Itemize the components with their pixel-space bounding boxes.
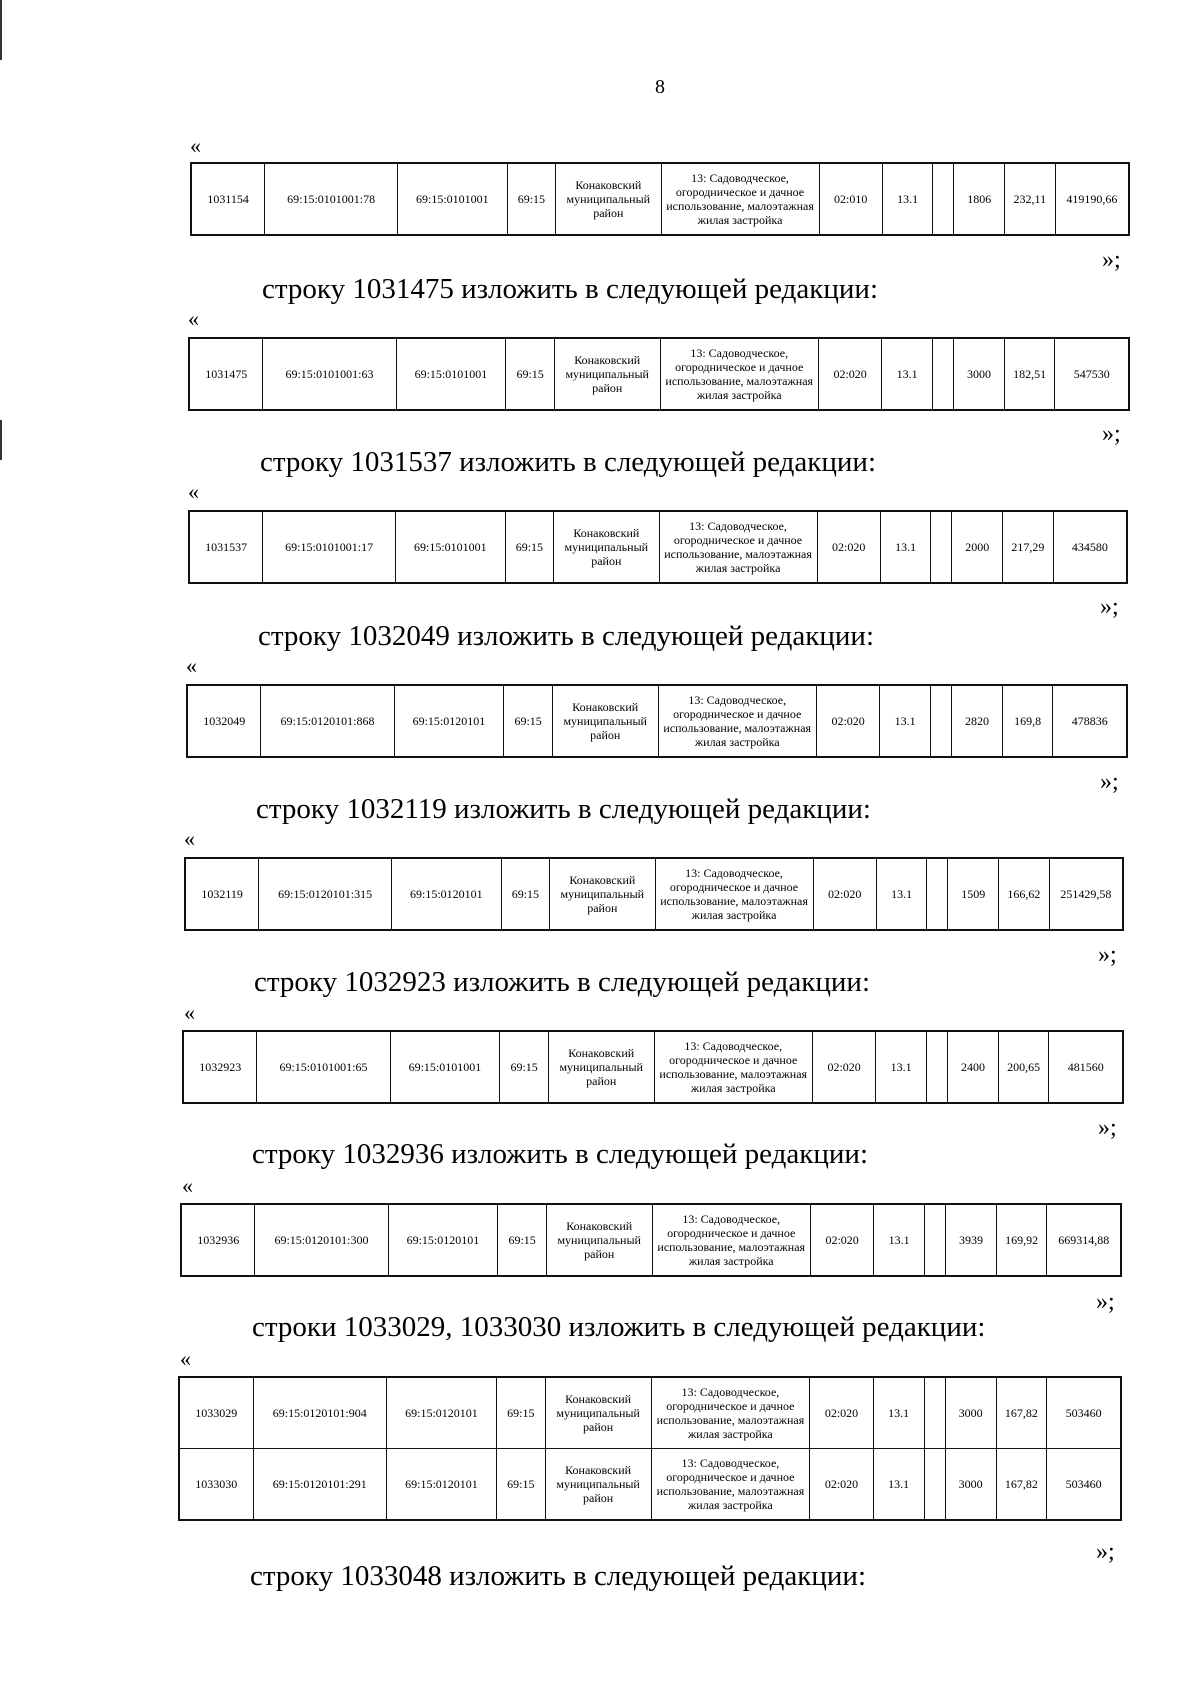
area-cell: 3000 <box>945 1377 996 1449</box>
district-code-cell: 69:15 <box>504 685 553 757</box>
amendment-instruction: строку 1033048 изложить в следующей редакции: <box>250 1560 866 1592</box>
group-cell: 13.1 <box>882 338 933 410</box>
cadastral-block-cell: 69:15:0101001 <box>396 338 506 410</box>
closing-quote: »; <box>1096 1289 1115 1315</box>
cadastral-number-cell: 69:15:0120101:904 <box>253 1377 386 1449</box>
use-code-cell: 02:020 <box>812 1031 875 1103</box>
row-number-cell: 1031537 <box>189 511 263 583</box>
empty-cell <box>924 1449 945 1521</box>
district-code-cell: 69:15 <box>501 858 549 930</box>
district-code-cell: 69:15 <box>505 511 553 583</box>
table-row <box>183 1031 1123 1103</box>
cadastral-block-cell: 69:15:0120101 <box>394 685 504 757</box>
closing-quote: »; <box>1102 421 1121 447</box>
empty-cell <box>927 858 948 930</box>
row-number-cell: 1033029 <box>179 1377 253 1449</box>
table-row <box>181 1204 1121 1276</box>
cadastral-block-cell: 69:15:0101001 <box>398 163 508 235</box>
district-code-cell: 69:15 <box>506 338 555 410</box>
row-number-cell: 1031475 <box>189 338 263 410</box>
area-cell: 1509 <box>948 858 999 930</box>
municipality-cell: Конаковский муниципальный район <box>554 338 660 410</box>
cadastral-value-cell: 251429,58 <box>1049 858 1123 930</box>
amendment-table <box>188 510 1128 584</box>
land-use-cell: 13: Садоводческое, огородническое и дачное использование, малоэтажная жилая застройка <box>651 1449 810 1521</box>
group-cell: 13.1 <box>880 685 931 757</box>
municipality-cell: Конаковский муниципальный район <box>552 685 658 757</box>
scan-edge-line <box>0 420 2 460</box>
use-code-cell: 02:020 <box>818 338 881 410</box>
land-use-cell: 13: Садоводческое, огородническое и дачное использование, малоэтажная жилая застройка <box>655 858 813 930</box>
amendment-table <box>186 684 1128 758</box>
municipality-cell: Конаковский муниципальный район <box>556 163 661 235</box>
cadastral-number-cell: 69:15:0101001:65 <box>257 1031 390 1103</box>
district-code-cell: 69:15 <box>507 163 555 235</box>
specific-value-cell: 169,92 <box>996 1204 1047 1276</box>
closing-quote: »; <box>1102 247 1121 273</box>
opening-quote: « <box>188 306 199 331</box>
amendment-table <box>184 857 1124 931</box>
row-number-cell: 1031154 <box>191 163 265 235</box>
cadastral-block-cell: 69:15:0101001 <box>390 1031 500 1103</box>
cadastral-value-cell: 481560 <box>1049 1031 1123 1103</box>
cadastral-block-cell: 69:15:0120101 <box>386 1377 496 1449</box>
cadastral-block-cell: 69:15:0120101 <box>386 1449 496 1521</box>
cadastral-number-cell: 69:15:0120101:315 <box>259 858 392 930</box>
specific-value-cell: 167,82 <box>996 1449 1047 1521</box>
group-cell: 13.1 <box>876 1031 927 1103</box>
use-code-cell: 02:020 <box>813 858 876 930</box>
row-number-cell: 1032923 <box>183 1031 257 1103</box>
cadastral-value-cell: 419190,66 <box>1055 163 1129 235</box>
amendment-table <box>178 1376 1122 1521</box>
land-use-cell: 13: Садоводческое, огородническое и дачное использование, малоэтажная жилая застройка <box>660 338 818 410</box>
area-cell: 3000 <box>954 338 1005 410</box>
opening-quote: « <box>180 1346 191 1371</box>
group-cell: 13.1 <box>873 1377 924 1449</box>
district-code-cell: 69:15 <box>498 1204 547 1276</box>
municipality-cell: Конаковский муниципальный район <box>545 1449 651 1521</box>
area-cell: 2000 <box>952 511 1003 583</box>
closing-quote: »; <box>1098 942 1117 968</box>
cadastral-block-cell: 69:15:0120101 <box>392 858 502 930</box>
cadastral-value-cell: 669314,88 <box>1047 1204 1121 1276</box>
municipality-cell: Конаковский муниципальный район <box>545 1377 651 1449</box>
land-use-cell: 13: Садоводческое, огородническое и дачное использование, малоэтажная жилая застройка <box>651 1377 810 1449</box>
cadastral-block-cell: 69:15:0101001 <box>396 511 506 583</box>
municipality-cell: Конаковский муниципальный район <box>548 1031 654 1103</box>
district-code-cell: 69:15 <box>500 1031 549 1103</box>
opening-quote: « <box>188 479 199 504</box>
amendment-instruction: строку 1032923 изложить в следующей редакции: <box>254 966 870 998</box>
opening-quote: « <box>182 1173 193 1198</box>
use-code-cell: 02:020 <box>817 511 880 583</box>
use-code-cell: 02:020 <box>810 1449 874 1521</box>
table-row <box>187 685 1127 757</box>
cadastral-number-cell: 69:15:0120101:291 <box>253 1449 386 1521</box>
specific-value-cell: 232,11 <box>1005 163 1056 235</box>
table-row <box>185 858 1123 930</box>
amendment-instruction: строки 1033029, 1033030 изложить в следующей редакции: <box>252 1311 986 1343</box>
land-use-cell: 13: Садоводческое, огородническое и дачное использование, малоэтажная жилая застройка <box>654 1031 812 1103</box>
amendment-instruction: строку 1032049 изложить в следующей редакции: <box>258 620 874 652</box>
opening-quote: « <box>184 1000 195 1025</box>
specific-value-cell: 169,8 <box>1002 685 1053 757</box>
opening-quote: « <box>186 653 197 678</box>
table-row <box>179 1377 1121 1449</box>
closing-quote: »; <box>1100 769 1119 795</box>
empty-cell <box>924 1377 945 1449</box>
cadastral-value-cell: 547530 <box>1055 338 1129 410</box>
amendment-instruction: строку 1032936 изложить в следующей редакции: <box>252 1138 868 1170</box>
use-code-cell: 02:010 <box>819 163 882 235</box>
empty-cell <box>926 1031 947 1103</box>
municipality-cell: Конаковский муниципальный район <box>550 858 655 930</box>
cadastral-number-cell: 69:15:0101001:63 <box>263 338 396 410</box>
page-number: 8 <box>655 76 665 98</box>
use-code-cell: 02:020 <box>810 1377 874 1449</box>
empty-cell <box>931 511 952 583</box>
scan-edge-line <box>0 0 2 60</box>
cadastral-value-cell: 478836 <box>1053 685 1127 757</box>
amendment-table <box>180 1203 1122 1277</box>
land-use-cell: 13: Садоводческое, огородническое и дачное использование, малоэтажная жилая застройка <box>659 511 817 583</box>
area-cell: 1806 <box>954 163 1005 235</box>
group-cell: 13.1 <box>880 511 931 583</box>
row-number-cell: 1033030 <box>179 1449 253 1521</box>
amendment-instruction: строку 1031475 изложить в следующей редакции: <box>262 273 878 305</box>
group-cell: 13.1 <box>874 1204 925 1276</box>
row-number-cell: 1032049 <box>187 685 261 757</box>
amendment-instruction: строку 1032119 изложить в следующей редакции: <box>256 793 871 825</box>
row-number-cell: 1032936 <box>181 1204 255 1276</box>
group-cell: 13.1 <box>873 1449 924 1521</box>
cadastral-number-cell: 69:15:0101001:78 <box>265 163 398 235</box>
municipality-cell: Конаковский муниципальный район <box>546 1204 652 1276</box>
opening-quote: « <box>190 133 201 158</box>
cadastral-value-cell: 503460 <box>1047 1377 1121 1449</box>
group-cell: 13.1 <box>876 858 927 930</box>
amendment-instruction: строку 1031537 изложить в следующей редакции: <box>260 446 876 478</box>
empty-cell <box>924 1204 945 1276</box>
empty-cell <box>930 685 951 757</box>
area-cell: 2400 <box>948 1031 999 1103</box>
area-cell: 3000 <box>945 1449 996 1521</box>
cadastral-value-cell: 434580 <box>1053 511 1127 583</box>
specific-value-cell: 200,65 <box>998 1031 1049 1103</box>
empty-cell <box>932 338 953 410</box>
opening-quote: « <box>184 826 195 851</box>
table-row <box>189 511 1127 583</box>
use-code-cell: 02:020 <box>816 685 879 757</box>
area-cell: 3939 <box>946 1204 997 1276</box>
prefix-table <box>190 162 1130 236</box>
district-code-cell: 69:15 <box>497 1449 546 1521</box>
use-code-cell: 02:020 <box>810 1204 873 1276</box>
closing-quote: »; <box>1100 594 1119 620</box>
closing-quote: »; <box>1096 1539 1115 1565</box>
cadastral-number-cell: 69:15:0120101:868 <box>261 685 394 757</box>
table-row <box>189 338 1129 410</box>
table-row <box>179 1449 1121 1521</box>
land-use-cell: 13: Садоводческое, огородническое и дачное использование, малоэтажная жилая застройка <box>652 1204 810 1276</box>
cadastral-value-cell: 503460 <box>1047 1449 1121 1521</box>
cadastral-number-cell: 69:15:0101001:17 <box>263 511 396 583</box>
cadastral-block-cell: 69:15:0120101 <box>388 1204 498 1276</box>
row-number-cell: 1032119 <box>185 858 259 930</box>
empty-cell <box>933 163 954 235</box>
table-row <box>191 163 1129 235</box>
amendment-table <box>182 1030 1124 1104</box>
specific-value-cell: 217,29 <box>1003 511 1054 583</box>
specific-value-cell: 166,62 <box>999 858 1050 930</box>
municipality-cell: Конаковский муниципальный район <box>554 511 659 583</box>
specific-value-cell: 182,51 <box>1004 338 1055 410</box>
district-code-cell: 69:15 <box>497 1377 546 1449</box>
amendment-table <box>188 337 1130 411</box>
land-use-cell: 13: Садоводческое, огородническое и дачное использование, малоэтажная жилая застройка <box>661 163 819 235</box>
cadastral-number-cell: 69:15:0120101:300 <box>255 1204 388 1276</box>
specific-value-cell: 167,82 <box>996 1377 1047 1449</box>
group-cell: 13.1 <box>882 163 933 235</box>
closing-quote: »; <box>1098 1115 1117 1141</box>
land-use-cell: 13: Садоводческое, огородническое и дачное использование, малоэтажная жилая застройка <box>658 685 816 757</box>
area-cell: 2820 <box>952 685 1003 757</box>
